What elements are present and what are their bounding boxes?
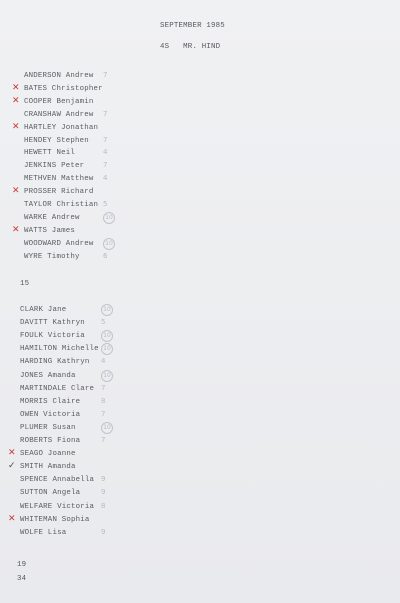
student-name: WATTS James (24, 226, 75, 235)
pencil-mark: 10 (103, 238, 115, 250)
student-name: MARTINDALE Clare (20, 384, 95, 393)
pencil-mark: 10 (101, 370, 113, 382)
pencil-mark: 7 (103, 135, 108, 144)
student-name: HEWETT Neil (24, 149, 75, 158)
student-name: JONES Amanda (20, 371, 76, 380)
student-name: WOLFE Lisa (20, 528, 67, 537)
pencil-mark: 5 (101, 318, 106, 327)
pencil-mark: 4 (101, 357, 106, 366)
student-name: CRANSHAW Andrew (24, 110, 94, 119)
student-name: HAMILTON Michelle (20, 345, 99, 354)
handwritten-cross-icon: ✕ (12, 82, 20, 93)
handwritten-cross-icon: ✕ (12, 224, 20, 235)
pencil-mark: 7 (101, 436, 106, 444)
student-name: WHITEMAN Sophia (20, 515, 90, 524)
handwritten-cross-icon: ✕ (8, 448, 16, 459)
student-name: BATES Christopher (24, 84, 103, 93)
pencil-mark: 5 (103, 200, 108, 208)
pencil-mark: 7 (103, 161, 108, 170)
pencil-mark: 9 (101, 475, 106, 484)
pencil-mark: 10 (101, 422, 113, 434)
student-name: HARTLEY Jonathan (24, 123, 99, 132)
student-name: WELFARE Victoria (20, 502, 95, 511)
student-name: SMITH Amanda (20, 463, 76, 472)
student-name: ROBERTS Fiona (20, 437, 81, 445)
student-name: WARKE Andrew (24, 213, 80, 222)
student-name: SUTTON Angela (20, 489, 81, 498)
student-name: COOPER Benjamin (24, 97, 94, 106)
student-name: HENDEY Stephen (24, 136, 89, 145)
student-name: TAYLOR Christian (24, 201, 99, 209)
student-name: SEAGO Joanne (20, 450, 76, 459)
pencil-mark: 9 (101, 488, 106, 497)
pencil-mark: 7 (101, 383, 106, 392)
student-name: DAVITT Kathryn (20, 319, 85, 328)
boys-total: 15 (20, 280, 30, 288)
student-name: WOODWARD Andrew (24, 239, 94, 248)
pencil-mark: 7 (103, 71, 108, 79)
handwritten-cross-icon: ✕ (12, 186, 20, 197)
pencil-mark: 8 (101, 501, 106, 510)
list-date-heading: SEPTEMBER 1985 (160, 22, 225, 30)
class-teacher-heading: 4S MR. HIND (160, 43, 221, 51)
pencil-mark: 10 (103, 212, 115, 224)
student-name: ANDERSON Andrew (24, 72, 94, 80)
pencil-mark: 9 (101, 527, 106, 536)
student-name: WYRE Timothy (24, 252, 80, 261)
pencil-mark: 7 (101, 409, 106, 418)
girls-total: 19 (17, 561, 27, 569)
student-name: MORRIS Claire (20, 397, 81, 406)
handwritten-cross-icon: ✕ (12, 121, 20, 132)
student-name: JENKINS Peter (24, 162, 85, 171)
student-name: SPENCE Annabella (20, 476, 95, 485)
handwritten-cross-icon: ✕ (12, 95, 20, 106)
pencil-mark: 10 (101, 330, 113, 342)
handwritten-check-icon: ✓ (8, 461, 16, 472)
student-name: CLARK Jane (20, 306, 67, 314)
pencil-mark: 8 (101, 396, 106, 405)
grand-total: 34 (17, 575, 27, 583)
pencil-mark: 4 (103, 148, 108, 157)
student-name: PROSSER Richard (24, 188, 94, 197)
pencil-mark: 10 (101, 304, 113, 316)
student-name: OWEN Victoria (20, 410, 81, 419)
pencil-mark: 4 (103, 174, 108, 183)
student-name: FOULK Victoria (20, 332, 85, 341)
student-name: PLUMER Susan (20, 423, 76, 432)
pencil-mark: 6 (103, 251, 108, 260)
pencil-mark: 7 (103, 109, 108, 118)
pencil-mark: 10 (101, 343, 113, 355)
student-name: METHVEN Matthew (24, 175, 94, 184)
student-name: HARDING Kathryn (20, 358, 90, 367)
handwritten-cross-icon: ✕ (8, 513, 16, 524)
